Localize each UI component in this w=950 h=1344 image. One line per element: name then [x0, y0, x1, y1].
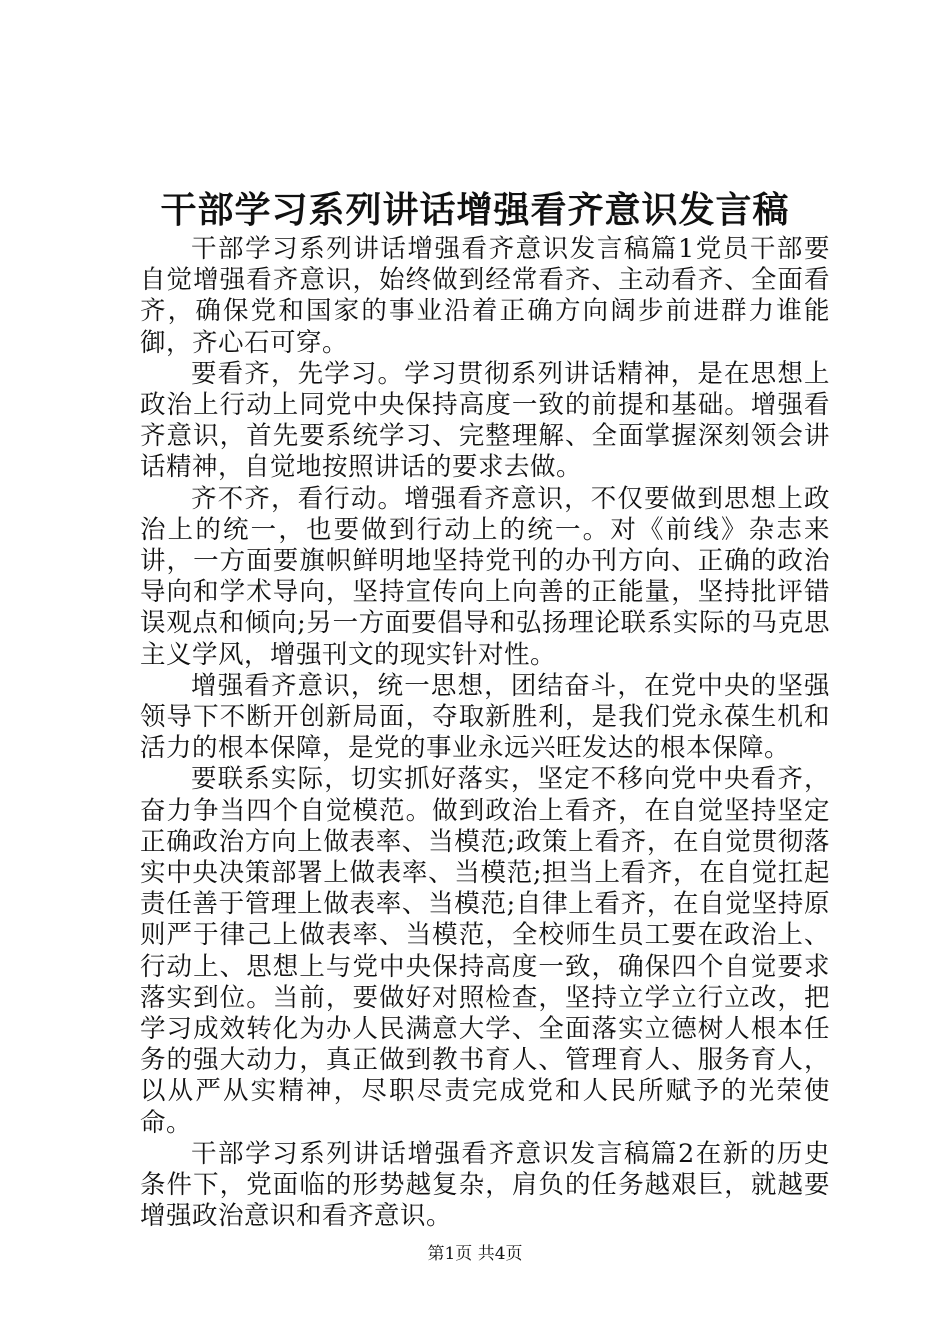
document-title: 干部学习系列讲话增强看齐意识发言稿: [160, 189, 790, 231]
paragraph-3: 齐不齐，看行动。增强看齐意识，不仅要做到思想上政治上的统一，也要做到行动上的统一。对《前线》杂志来讲，一方面要旗帜鲜明地坚持党刊的办刊方向、正确的政治导向和学术导向，坚持宣传向上向善的正能量，坚持批评错误观点和倾向;另一方面要倡导和弘扬理论联系实际的马克思主义学风，增强刊文的现实针对性。: [140, 483, 830, 670]
paragraph-6: 干部学习系列讲话增强看齐意识发言稿篇2在新的历史条件下，党面临的形势越复杂，肩负的任务越艰巨，就越要增强政治意识和看齐意识。: [140, 1138, 830, 1232]
paragraph-4: 增强看齐意识，统一思想，团结奋斗，在党中央的坚强领导下不断开创新局面，夺取新胜利，是我们党永葆生机和活力的根本保障，是党的事业永远兴旺发达的根本保障。: [140, 670, 830, 764]
paragraph-1: 干部学习系列讲话增强看齐意识发言稿篇1党员干部要自觉增强看齐意识，始终做到经常看齐、主动看齐、全面看齐，确保党和国家的事业沿着正确方向阔步前进群力谁能御，齐心石可穿。: [140, 234, 830, 358]
document-body: [140, 234, 830, 1233]
paragraph-2: 要看齐，先学习。学习贯彻系列讲话精神，是在思想上政治上行动上同党中央保持高度一致的前提和基础。增强看齐意识，首先要系统学习、完整理解、全面掌握深刻领会讲话精神，自觉地按照讲话的要求去做。: [140, 358, 830, 483]
page-number-footer: 第1页 共4页: [427, 1244, 523, 1264]
paragraph-5: 要联系实际，切实抓好落实，坚定不移向党中央看齐，奋力争当四个自觉模范。做到政治上看齐，在自觉坚持坚定正确政治方向上做表率、当模范;政策上看齐，在自觉贯彻落实中央决策部署上做表率、当模范;担当上看齐，在自觉扛起责任善于管理上做表率、当模范;自律上看齐，在自觉坚持原则严于律己上做表率、当模范，全校师生员工要在政治上、行动上、思想上与党中央保持高度一致，确保四个自觉要求落实到位。当前，要做好对照检查，坚持立学立行立改，把学习成效转化为办人民满意大学、全面落实立德树人根本任务的强大动力，真正做到教书育人、管理育人、服务育人，以从严从实精神，尽职尽责完成党和人民所赋予的光荣使命。: [140, 764, 830, 1138]
